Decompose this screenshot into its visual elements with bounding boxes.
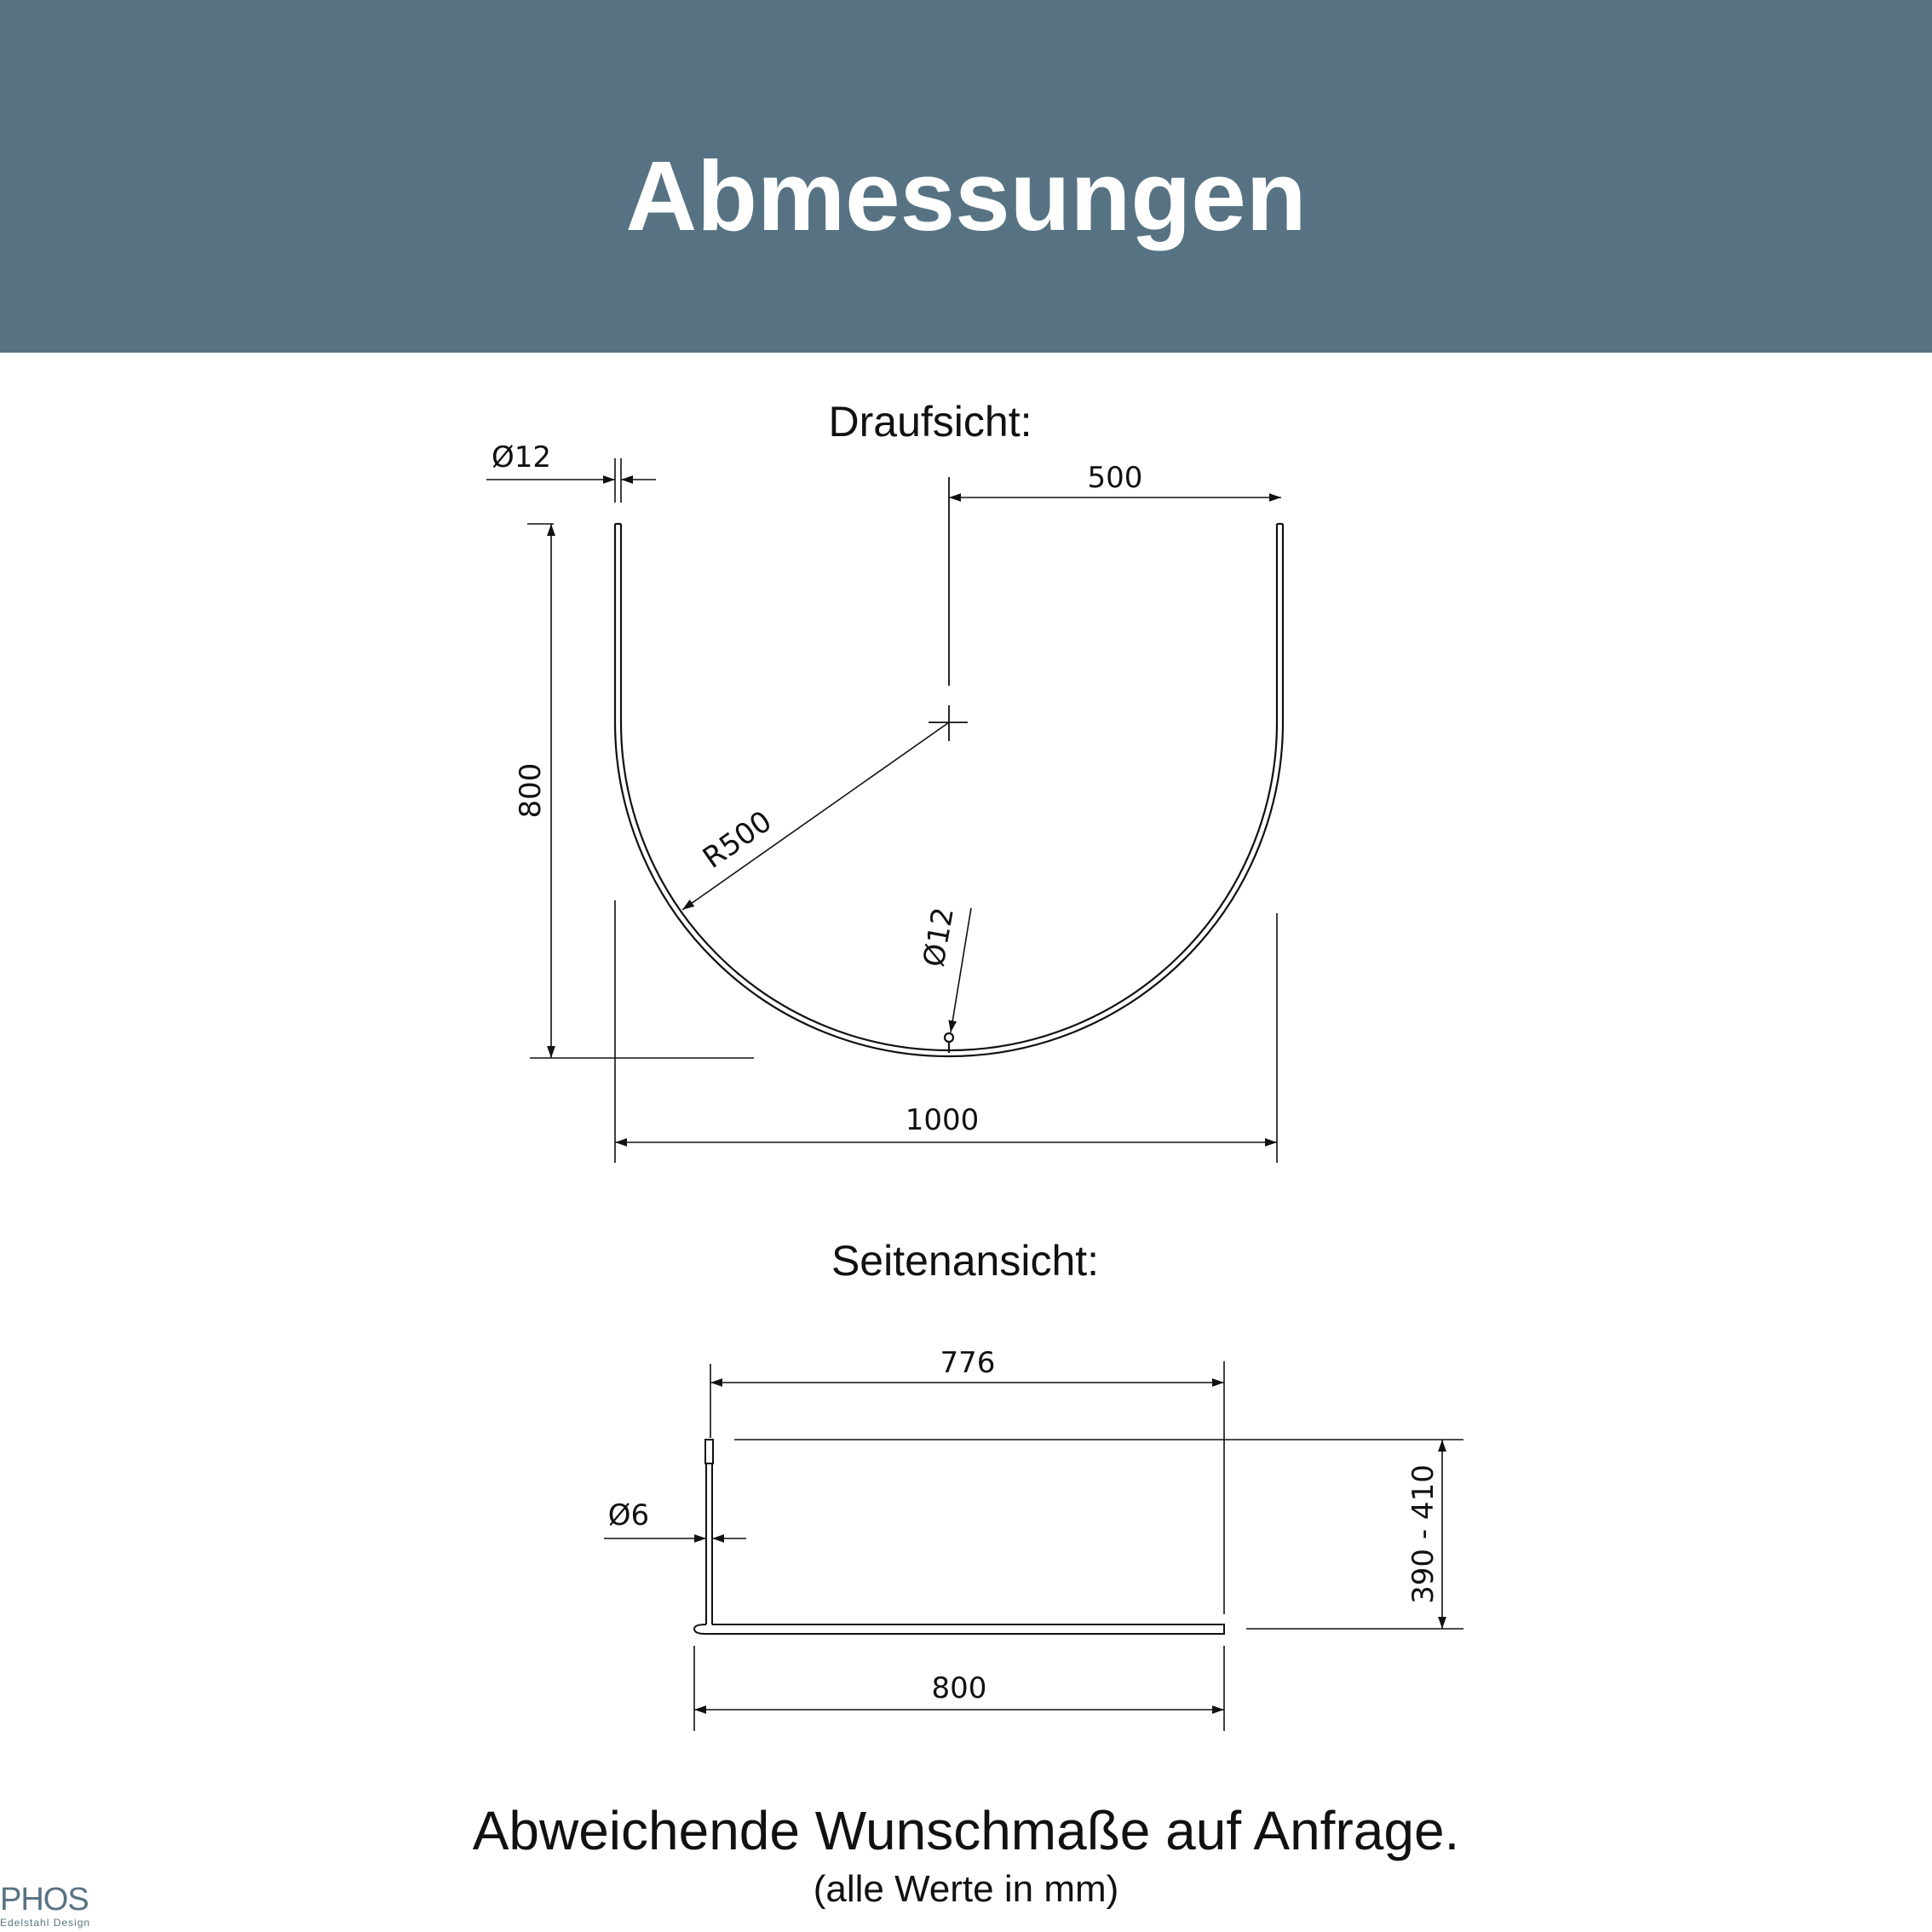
units-note: (alle Werte in mm) xyxy=(813,1868,1119,1910)
brand-logo xyxy=(0,1883,102,1929)
brand-name: PHOS xyxy=(0,1882,89,1918)
dim-radius-line xyxy=(682,722,949,910)
top-cap xyxy=(705,1440,713,1463)
dim-radius-offset-label: 500 xyxy=(1087,461,1143,495)
dim-inner-length-label: 776 xyxy=(940,1346,996,1380)
dim-tube-diameter-label: Ø12 xyxy=(491,440,552,474)
top-view-extension-lines xyxy=(527,458,1277,1163)
dim-foot-diameter-label: Ø12 xyxy=(917,905,961,970)
center-mark xyxy=(929,477,968,741)
dim-radius-label: R500 xyxy=(696,804,779,876)
custom-size-note: Abweichende Wunschmaße auf Anfrage. xyxy=(472,1800,1460,1861)
dim-height-label: 390 - 410 xyxy=(1406,1464,1440,1604)
base-bar xyxy=(694,1624,1224,1634)
dim-length-label: 800 xyxy=(931,1671,987,1705)
dim-depth-label: 800 xyxy=(514,762,548,819)
side-view-label: Seitenansicht: xyxy=(831,1237,1100,1285)
dim-width-label: 1000 xyxy=(905,1103,980,1137)
side-view-extension-lines xyxy=(694,1361,1463,1731)
page-title: Abmessungen xyxy=(625,141,1307,251)
side-view-shape xyxy=(694,1440,1224,1634)
dim-rod-diameter-label: Ø6 xyxy=(607,1498,650,1532)
top-view-label: Draufsicht: xyxy=(828,398,1032,446)
brand-tagline: Edelstahl Design xyxy=(0,1917,91,1929)
foot-circle xyxy=(945,1033,953,1042)
